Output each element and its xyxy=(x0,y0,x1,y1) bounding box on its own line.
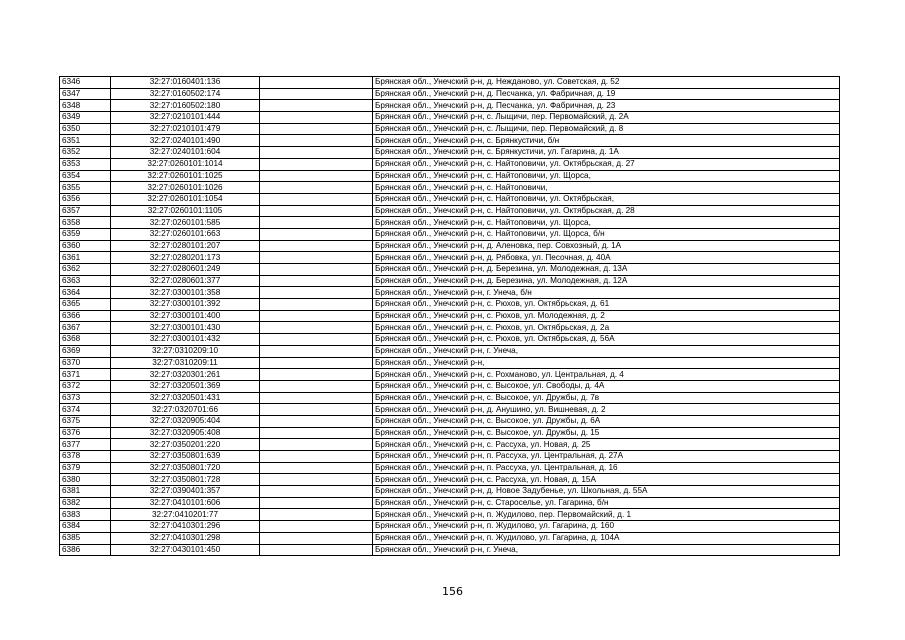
empty-cell xyxy=(260,217,373,229)
cadastral-number-cell: 32:27:0320905:404 xyxy=(111,415,260,427)
registry-table-body xyxy=(60,77,840,556)
empty-cell xyxy=(260,544,373,556)
table-row xyxy=(60,205,840,217)
table-row xyxy=(60,310,840,322)
cadastral-number-cell: 32:27:0320905:408 xyxy=(111,427,260,439)
table-row xyxy=(60,217,840,229)
empty-cell xyxy=(260,322,373,334)
row-number-cell: 6377 xyxy=(60,439,111,451)
cadastral-number-cell: 32:27:0320301:261 xyxy=(111,369,260,381)
page-number: 156 xyxy=(442,585,463,598)
empty-cell xyxy=(260,205,373,217)
table-row xyxy=(60,369,840,381)
empty-cell xyxy=(260,334,373,346)
empty-cell xyxy=(260,193,373,205)
address-cell: Брянская обл., Унечский р-н, с. Найтоповичи, ул. Октябрьская, д. 28 xyxy=(373,205,840,217)
cadastral-number-cell: 32:27:0210101:479 xyxy=(111,123,260,135)
table-row xyxy=(60,299,840,311)
row-number-cell: 6362 xyxy=(60,264,111,276)
table-row xyxy=(60,532,840,544)
address-cell: Брянская обл., Унечский р-н, д. Рябовка, ул. Песочная, д. 40А xyxy=(373,252,840,264)
address-cell: Брянская обл., Унечский р-н, с. Найтоповичи, ул. Щорса, б/н xyxy=(373,228,840,240)
empty-cell xyxy=(260,112,373,124)
cadastral-number-cell: 32:27:0280101:207 xyxy=(111,240,260,252)
address-cell: Брянская обл., Унечский р-н, п. Рассуха, ул. Центральная, д. 16 xyxy=(373,462,840,474)
cadastral-number-cell: 32:27:0410301:298 xyxy=(111,532,260,544)
empty-cell xyxy=(260,240,373,252)
empty-cell xyxy=(260,451,373,463)
empty-cell xyxy=(260,287,373,299)
cadastral-number-cell: 32:27:0280601:377 xyxy=(111,275,260,287)
row-number-cell: 6359 xyxy=(60,228,111,240)
row-number-cell: 6379 xyxy=(60,462,111,474)
address-cell: Брянская обл., Унечский р-н, с. Рассуха, ул. Новая, д. 25 xyxy=(373,439,840,451)
row-number-cell: 6378 xyxy=(60,451,111,463)
empty-cell xyxy=(260,299,373,311)
cadastral-number-cell: 32:27:0300101:432 xyxy=(111,334,260,346)
table-row xyxy=(60,123,840,135)
table-row xyxy=(60,427,840,439)
table-row xyxy=(60,147,840,159)
address-cell: Брянская обл., Унечский р-н, п. Жудилово, ул. Гагарина, д. 104А xyxy=(373,532,840,544)
row-number-cell: 6366 xyxy=(60,310,111,322)
table-row xyxy=(60,509,840,521)
address-cell: Брянская обл., Унечский р-н, с. Рассуха, ул. Новая, д. 15А xyxy=(373,474,840,486)
row-number-cell: 6374 xyxy=(60,404,111,416)
row-number-cell: 6361 xyxy=(60,252,111,264)
row-number-cell: 6350 xyxy=(60,123,111,135)
cadastral-number-cell: 32:27:0350801:728 xyxy=(111,474,260,486)
empty-cell xyxy=(260,462,373,474)
table-row xyxy=(60,521,840,533)
cadastral-number-cell: 32:27:0310209:11 xyxy=(111,357,260,369)
cadastral-number-cell: 32:27:0300101:430 xyxy=(111,322,260,334)
empty-cell xyxy=(260,88,373,100)
cadastral-number-cell: 32:27:0260101:1014 xyxy=(111,158,260,170)
table-row xyxy=(60,392,840,404)
empty-cell xyxy=(260,123,373,135)
table-row xyxy=(60,380,840,392)
row-number-cell: 6369 xyxy=(60,345,111,357)
address-cell: Брянская обл., Унечский р-н, с. Рохманово, ул. Центральная, д. 4 xyxy=(373,369,840,381)
table-row xyxy=(60,357,840,369)
table-row xyxy=(60,497,840,509)
row-number-cell: 6357 xyxy=(60,205,111,217)
cadastral-number-cell: 32:27:0160401:136 xyxy=(111,77,260,89)
row-number-cell: 6353 xyxy=(60,158,111,170)
table-row xyxy=(60,322,840,334)
empty-cell xyxy=(260,427,373,439)
address-cell: Брянская обл., Унечский р-н, п. Рассуха, ул. Центральная, д. 27А xyxy=(373,451,840,463)
cadastral-number-cell: 32:27:0410201:77 xyxy=(111,509,260,521)
row-number-cell: 6386 xyxy=(60,544,111,556)
empty-cell xyxy=(260,228,373,240)
row-number-cell: 6355 xyxy=(60,182,111,194)
row-number-cell: 6351 xyxy=(60,135,111,147)
empty-cell xyxy=(260,252,373,264)
row-number-cell: 6360 xyxy=(60,240,111,252)
address-cell: Брянская обл., Унечский р-н, с. Высокое, ул. Дружбы, д. 7в xyxy=(373,392,840,404)
row-number-cell: 6370 xyxy=(60,357,111,369)
table-row xyxy=(60,170,840,182)
address-cell: Брянская обл., Унечский р-н, г. Унеча, б/н xyxy=(373,287,840,299)
table-row xyxy=(60,474,840,486)
row-number-cell: 6358 xyxy=(60,217,111,229)
table-row xyxy=(60,112,840,124)
row-number-cell: 6373 xyxy=(60,392,111,404)
row-number-cell: 6382 xyxy=(60,497,111,509)
row-number-cell: 6349 xyxy=(60,112,111,124)
cadastral-number-cell: 32:27:0350201:220 xyxy=(111,439,260,451)
table-row xyxy=(60,439,840,451)
table-row xyxy=(60,486,840,498)
empty-cell xyxy=(260,532,373,544)
address-cell: Брянская обл., Унечский р-н, с. Рюхов, ул. Октябрьская, д. 56А xyxy=(373,334,840,346)
row-number-cell: 6347 xyxy=(60,88,111,100)
cadastral-number-cell: 32:27:0280601:249 xyxy=(111,264,260,276)
address-cell: Брянская обл., Унечский р-н, п. Жудилово, пер. Первомайский, д. 1 xyxy=(373,509,840,521)
address-cell: Брянская обл., Унечский р-н, с. Рюхов, ул. Октябрьская, д. 2а xyxy=(373,322,840,334)
table-row xyxy=(60,451,840,463)
address-cell: Брянская обл., Унечский р-н, д. Аленовка, пер. Совхозный, д. 1А xyxy=(373,240,840,252)
row-number-cell: 6385 xyxy=(60,532,111,544)
address-cell: Брянская обл., Унечский р-н, с. Высокое, ул. Свободы, д. 4А xyxy=(373,380,840,392)
row-number-cell: 6354 xyxy=(60,170,111,182)
address-cell: Брянская обл., Унечский р-н, с. Найтоповичи, ул. Октябрьская, xyxy=(373,193,840,205)
address-cell: Брянская обл., Унечский р-н, с. Рюхов, ул. Молодежная, д. 2 xyxy=(373,310,840,322)
table-row xyxy=(60,182,840,194)
cadastral-number-cell: 32:27:0410101:606 xyxy=(111,497,260,509)
empty-cell xyxy=(260,77,373,89)
address-cell: Брянская обл., Унечский р-н, д. Анушино, ул. Вишневая, д. 2 xyxy=(373,404,840,416)
address-cell: Брянская обл., Унечский р-н, д. Песчанка, ул. Фабричная, д. 23 xyxy=(373,100,840,112)
empty-cell xyxy=(260,521,373,533)
empty-cell xyxy=(260,158,373,170)
cadastral-number-cell: 32:27:0160502:180 xyxy=(111,100,260,112)
address-cell: Брянская обл., Унечский р-н, с. Найтоповичи, ул. Октябрьская, д. 27 xyxy=(373,158,840,170)
row-number-cell: 6356 xyxy=(60,193,111,205)
empty-cell xyxy=(260,497,373,509)
cadastral-number-cell: 32:27:0240101:604 xyxy=(111,147,260,159)
address-cell: Брянская обл., Унечский р-н, xyxy=(373,357,840,369)
empty-cell xyxy=(260,264,373,276)
cadastral-number-cell: 32:27:0260101:1026 xyxy=(111,182,260,194)
address-cell: Брянская обл., Унечский р-н, с. Лыщичи, пер. Первомайский, д. 8 xyxy=(373,123,840,135)
table-row xyxy=(60,252,840,264)
table-row xyxy=(60,275,840,287)
table-row xyxy=(60,264,840,276)
cadastral-number-cell: 32:27:0350801:639 xyxy=(111,451,260,463)
address-cell: Брянская обл., Унечский р-н, с. Высокое, ул. Дружбы, д. 6А xyxy=(373,415,840,427)
row-number-cell: 6348 xyxy=(60,100,111,112)
row-number-cell: 6380 xyxy=(60,474,111,486)
address-cell: Брянская обл., Унечский р-н, с. Найтоповичи, ул. Щорса, xyxy=(373,217,840,229)
row-number-cell: 6364 xyxy=(60,287,111,299)
address-cell: Брянская обл., Унечский р-н, с. Найтоповичи, xyxy=(373,182,840,194)
empty-cell xyxy=(260,170,373,182)
address-cell: Брянская обл., Унечский р-н, д. Новое Задубенье, ул. Школьная, д. 55А xyxy=(373,486,840,498)
cadastral-number-cell: 32:27:0300101:392 xyxy=(111,299,260,311)
address-cell: Брянская обл., Унечский р-н, д. Березина, ул. Молодежная, д. 12А xyxy=(373,275,840,287)
address-cell: Брянская обл., Унечский р-н, с. Брянкустичи, ул. Гагарина, д. 1А xyxy=(373,147,840,159)
address-cell: Брянская обл., Унечский р-н, с. Брянкустичи, б/н xyxy=(373,135,840,147)
row-number-cell: 6376 xyxy=(60,427,111,439)
row-number-cell: 6346 xyxy=(60,77,111,89)
empty-cell xyxy=(260,182,373,194)
empty-cell xyxy=(260,135,373,147)
table-row xyxy=(60,287,840,299)
table-row xyxy=(60,404,840,416)
table-row xyxy=(60,158,840,170)
cadastral-number-cell: 32:27:0350801:720 xyxy=(111,462,260,474)
row-number-cell: 6371 xyxy=(60,369,111,381)
address-cell: Брянская обл., Унечский р-н, д. Песчанка, ул. Фабричная, д. 19 xyxy=(373,88,840,100)
empty-cell xyxy=(260,486,373,498)
cadastral-number-cell: 32:27:0430101:450 xyxy=(111,544,260,556)
cadastral-number-cell: 32:27:0260101:663 xyxy=(111,228,260,240)
empty-cell xyxy=(260,415,373,427)
table-row xyxy=(60,193,840,205)
cadastral-number-cell: 32:27:0160502:174 xyxy=(111,88,260,100)
cadastral-number-cell: 32:27:0280201:173 xyxy=(111,252,260,264)
registry-table xyxy=(59,76,840,556)
address-cell: Брянская обл., Унечский р-н, с. Лыщичи, пер. Первомайский, д. 2А xyxy=(373,112,840,124)
table-row xyxy=(60,228,840,240)
address-cell: Брянская обл., Унечский р-н, с. Найтоповичи, ул. Щорса, xyxy=(373,170,840,182)
row-number-cell: 6372 xyxy=(60,380,111,392)
address-cell: Брянская обл., Унечский р-н, г. Унеча, xyxy=(373,544,840,556)
cadastral-number-cell: 32:27:0300101:358 xyxy=(111,287,260,299)
row-number-cell: 6367 xyxy=(60,322,111,334)
empty-cell xyxy=(260,404,373,416)
table-row xyxy=(60,462,840,474)
table-row xyxy=(60,415,840,427)
cadastral-number-cell: 32:27:0320501:369 xyxy=(111,380,260,392)
table-row xyxy=(60,88,840,100)
cadastral-number-cell: 32:27:0390401:357 xyxy=(111,486,260,498)
row-number-cell: 6352 xyxy=(60,147,111,159)
empty-cell xyxy=(260,509,373,521)
row-number-cell: 6363 xyxy=(60,275,111,287)
row-number-cell: 6368 xyxy=(60,334,111,346)
address-cell: Брянская обл., Унечский р-н, с. Рюхов, ул. Октябрьская, д. 61 xyxy=(373,299,840,311)
address-cell: Брянская обл., Унечский р-н, г. Унеча, xyxy=(373,345,840,357)
cadastral-number-cell: 32:27:0210101:444 xyxy=(111,112,260,124)
table-row xyxy=(60,135,840,147)
cadastral-number-cell: 32:27:0260101:585 xyxy=(111,217,260,229)
address-cell: Брянская обл., Унечский р-н, д. Нежданово, ул. Советская, д. 52 xyxy=(373,77,840,89)
table-row xyxy=(60,334,840,346)
row-number-cell: 6365 xyxy=(60,299,111,311)
empty-cell xyxy=(260,369,373,381)
address-cell: Брянская обл., Унечский р-н, с. Высокое, ул. Дружбы, д. 15 xyxy=(373,427,840,439)
cadastral-number-cell: 32:27:0260101:1025 xyxy=(111,170,260,182)
empty-cell xyxy=(260,392,373,404)
address-cell: Брянская обл., Унечский р-н, с. Староселье, ул. Гагарина, б/н xyxy=(373,497,840,509)
address-cell: Брянская обл., Унечский р-н, д. Березина, ул. Молодежная, д. 13А xyxy=(373,264,840,276)
row-number-cell: 6384 xyxy=(60,521,111,533)
row-number-cell: 6383 xyxy=(60,509,111,521)
table-row xyxy=(60,100,840,112)
cadastral-number-cell: 32:27:0320501:431 xyxy=(111,392,260,404)
empty-cell xyxy=(260,439,373,451)
cadastral-number-cell: 32:27:0310209:10 xyxy=(111,345,260,357)
empty-cell xyxy=(260,345,373,357)
address-cell: Брянская обл., Унечский р-н, п. Жудилово, ул. Гагарина, д. 160 xyxy=(373,521,840,533)
table-row xyxy=(60,345,840,357)
empty-cell xyxy=(260,100,373,112)
empty-cell xyxy=(260,310,373,322)
empty-cell xyxy=(260,357,373,369)
table-row xyxy=(60,240,840,252)
cadastral-number-cell: 32:27:0260101:1054 xyxy=(111,193,260,205)
row-number-cell: 6375 xyxy=(60,415,111,427)
row-number-cell: 6381 xyxy=(60,486,111,498)
cadastral-number-cell: 32:27:0260101:1105 xyxy=(111,205,260,217)
empty-cell xyxy=(260,474,373,486)
empty-cell xyxy=(260,275,373,287)
table-row xyxy=(60,544,840,556)
empty-cell xyxy=(260,380,373,392)
table-row xyxy=(60,77,840,89)
cadastral-number-cell: 32:27:0300101:400 xyxy=(111,310,260,322)
empty-cell xyxy=(260,147,373,159)
cadastral-number-cell: 32:27:0320701:66 xyxy=(111,404,260,416)
cadastral-number-cell: 32:27:0410301:296 xyxy=(111,521,260,533)
cadastral-number-cell: 32:27:0240101:490 xyxy=(111,135,260,147)
